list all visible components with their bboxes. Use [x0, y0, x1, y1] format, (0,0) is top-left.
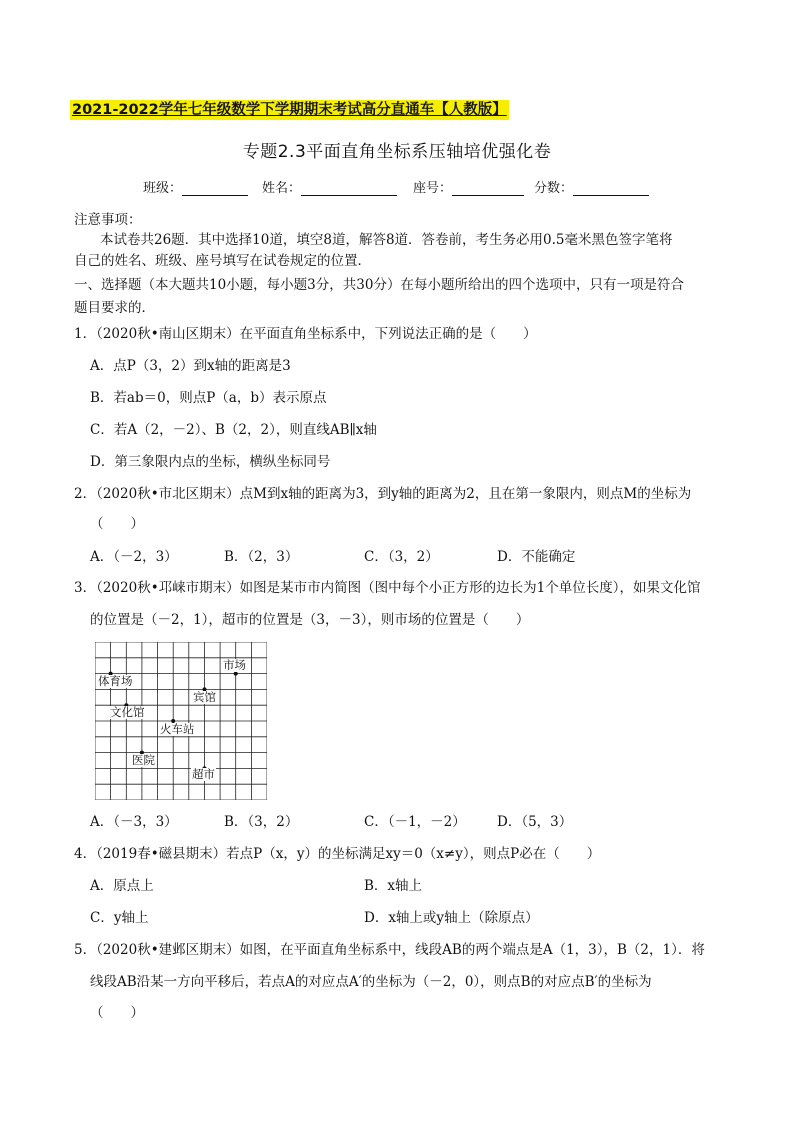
page-title: 专题2.3平面直角坐标系压轴培优强化卷: [242, 142, 552, 162]
seat-blank[interactable]: [452, 181, 524, 196]
class-label: 班级：: [143, 181, 183, 196]
map-label-hospital: 医院: [132, 753, 155, 767]
score-label: 分数：: [534, 181, 574, 196]
name-blank[interactable]: [301, 181, 397, 196]
q4-option-a[interactable]: A．原点上: [90, 878, 154, 894]
map-label-market: 市场: [223, 658, 246, 672]
map-label-hotel: 宾馆: [193, 690, 216, 704]
seat-field: [413, 177, 524, 196]
map-label-supermarket: 超市: [192, 767, 215, 781]
header-banner-text: 2021-2022学年七年级数学下学期期末考试高分直通车【人教版】: [72, 102, 507, 118]
section-1-line-1: 一、选择题（本大题共10小题，每小题3分，共30分）在每小题所给出的四个选项中，只有一项是符合: [74, 277, 684, 293]
score-blank[interactable]: [573, 181, 649, 196]
map-label-culture: 文化馆: [110, 705, 145, 719]
class-field: [143, 177, 248, 196]
market-point: [234, 672, 238, 676]
q5-paren: （ ）: [90, 1005, 144, 1021]
q3-stem-1: 3．（2020秋•邛崃市期末）如图是某市市内简图（图中每个小正方形的边长为1个单位长度），如果文化馆: [74, 580, 701, 596]
score-field: [534, 177, 649, 196]
q2-option-d[interactable]: D．不能确定: [497, 549, 576, 565]
q2-stem: 2．（2020秋•市北区期末）点M到x轴的距离为3，到y轴的距离为2，且在第一象限内，则点M的坐标为: [74, 486, 692, 502]
q1-option-b[interactable]: B．若ab＝0，则点P（a，b）表示原点: [90, 390, 327, 406]
seat-label: 座号：: [413, 181, 453, 196]
q1-option-c[interactable]: C．若A（2，－2）、B（2，2），则直线AB∥x轴: [90, 422, 377, 438]
q3-option-a[interactable]: A．（－3，3）: [90, 814, 178, 830]
notice-line-1: 本试卷共26题．其中选择10道，填空8道，解答8道．答卷前，考生务必用0.5毫米黑色签字笔将: [100, 232, 673, 248]
notice-heading: 注意事项：: [74, 212, 142, 228]
q3-option-d[interactable]: D．（5，3）: [497, 814, 573, 830]
q4-option-d[interactable]: D．x轴上或y轴上（除原点）: [364, 910, 539, 926]
map-label-station: 火车站: [160, 722, 195, 736]
city-map: [95, 642, 267, 800]
name-label: 姓名：: [262, 181, 302, 196]
q3-option-c[interactable]: C．（－1，－2）: [364, 814, 466, 830]
q4-option-c[interactable]: C．y轴上: [90, 910, 149, 926]
q4-stem: 4．（2019春•磁县期末）若点P（x，y）的坐标满足xy＝0（x≠y），则点P必在（ ）: [74, 846, 601, 862]
q4-option-b[interactable]: B．x轴上: [364, 878, 423, 894]
q3-stem-2: 的位置是（－2，1），超市的位置是（3，－3），则市场的位置是（ ）: [90, 612, 530, 628]
q1-option-a[interactable]: A．点P（3，2）到x轴的距离是3: [90, 358, 291, 374]
section-1-line-2: 题目要求的．: [74, 300, 155, 316]
q5-stem-1: 5．（2020秋•建邺区期末）如图，在平面直角坐标系中，线段AB的两个端点是A（1，3），B（2，1）．将: [74, 942, 705, 958]
class-blank[interactable]: [182, 181, 248, 196]
map-label-gym: 体育场: [98, 674, 133, 688]
q2-paren: （ ）: [90, 516, 144, 532]
q5-stem-2: 线段AB沿某一方向平移后，若点A的对应点A′的坐标为（－2，0），则点B的对应点B′的坐标为: [90, 974, 652, 990]
q2-option-c[interactable]: C．（3，2）: [364, 549, 439, 565]
name-field: [262, 177, 397, 196]
q1-stem: 1．（2020秋•南山区期末）在平面直角坐标系中，下列说法正确的是（ ）: [74, 326, 537, 342]
q1-option-d[interactable]: D．第三象限内点的坐标，横纵坐标同号: [90, 454, 331, 470]
header-banner: [70, 100, 509, 120]
notice-line-2: 自己的姓名、班级、座号填写在试卷规定的位置．: [74, 253, 371, 269]
q2-option-b[interactable]: B．（2，3）: [224, 549, 299, 565]
q3-option-b[interactable]: B．（3，2）: [224, 814, 299, 830]
q2-option-a[interactable]: A．（－2，3）: [90, 549, 178, 565]
